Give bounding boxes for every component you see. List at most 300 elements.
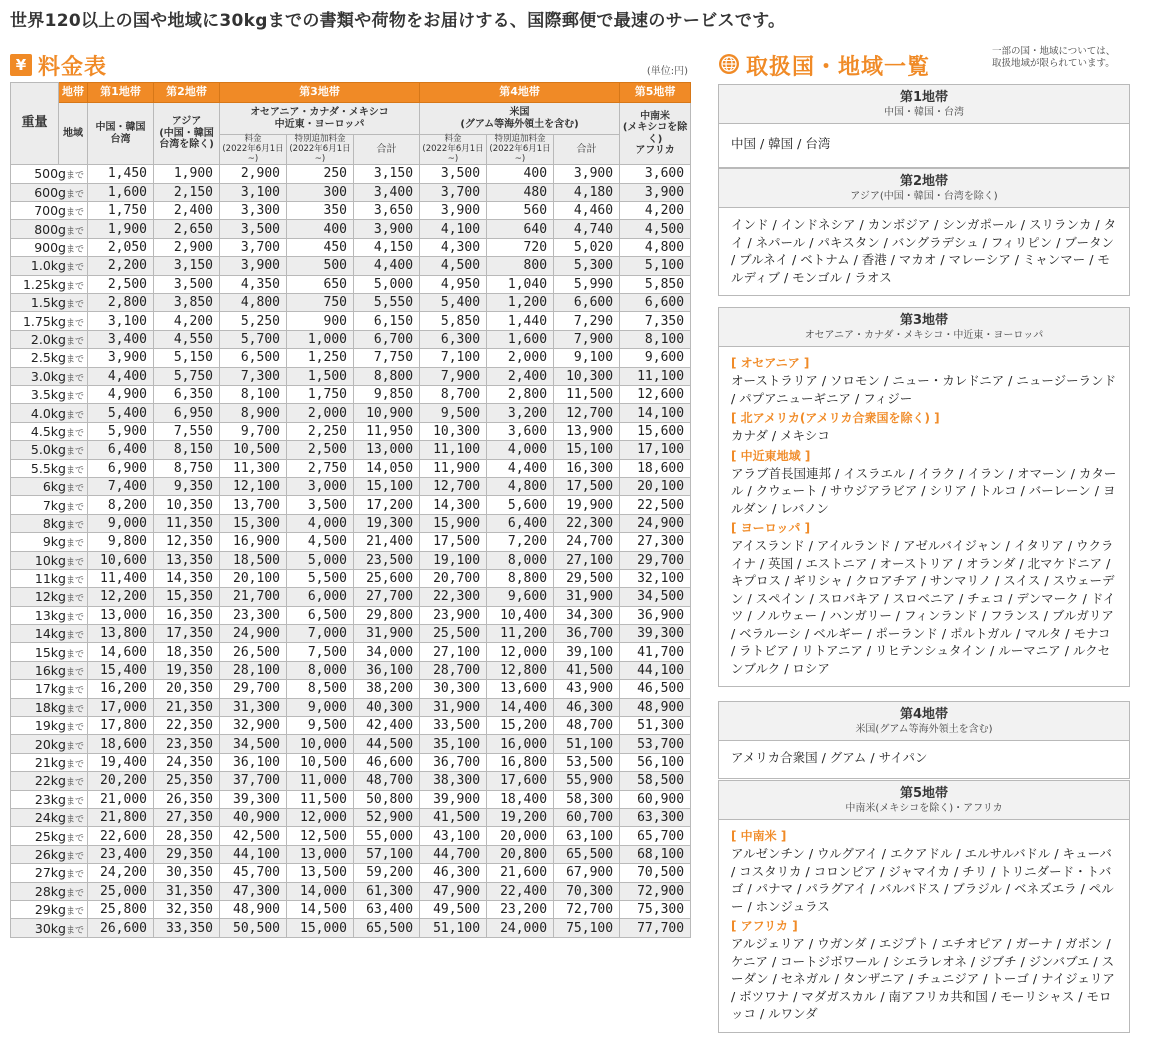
price-cell: 4,950 — [420, 275, 487, 293]
price-cell: 4,000 — [287, 514, 354, 532]
price-cell: 27,300 — [620, 533, 691, 551]
price-cell: 250 — [287, 165, 354, 183]
weight-suffix: まで — [65, 815, 84, 826]
price-cell: 27,100 — [420, 643, 487, 661]
weight-value: 12kg — [34, 589, 66, 605]
price-cell: 49,500 — [420, 900, 487, 918]
price-cell: 3,000 — [287, 477, 354, 495]
price-cell: 25,600 — [354, 569, 420, 587]
price-cell: 28,700 — [420, 661, 487, 679]
weight-value: 18kg — [34, 699, 66, 715]
price-cell: 16,200 — [88, 680, 154, 698]
price-cell: 8,700 — [420, 385, 487, 403]
price-cell: 4,000 — [487, 441, 554, 459]
price-cell: 9,600 — [620, 349, 691, 367]
price-cell: 33,350 — [154, 919, 220, 937]
price-cell: 1,440 — [487, 312, 554, 330]
price-cell: 14,000 — [287, 882, 354, 900]
weight-cell — [11, 385, 88, 403]
weight-suffix: まで — [65, 539, 84, 550]
weight-suffix: まで — [65, 778, 84, 789]
price-cell: 46,500 — [620, 680, 691, 698]
zone3-area-header: オセアニア・カナダ・メキシコ 中近東・ヨーロッパ — [220, 103, 420, 135]
price-cell: 57,100 — [354, 845, 420, 863]
weight-suffix: まで — [65, 631, 84, 642]
price-cell: 34,000 — [354, 643, 420, 661]
price-cell: 19,200 — [487, 808, 554, 826]
price-cell: 30,350 — [154, 864, 220, 882]
table-row — [11, 643, 691, 661]
price-cell: 6,950 — [154, 404, 220, 422]
price-cell: 8,150 — [154, 441, 220, 459]
price-cell: 10,000 — [287, 735, 354, 753]
weight-suffix: まで — [65, 171, 84, 182]
price-cell: 5,300 — [554, 257, 620, 275]
zone3-total-header: 合計 — [354, 135, 420, 165]
price-cell: 5,150 — [154, 349, 220, 367]
price-cell: 6,500 — [287, 606, 354, 624]
price-cell: 43,100 — [420, 827, 487, 845]
price-cell: 9,700 — [220, 422, 287, 440]
price-cell: 65,500 — [354, 919, 420, 937]
weight-cell — [11, 257, 88, 275]
price-cell: 11,500 — [554, 385, 620, 403]
price-cell: 3,500 — [287, 496, 354, 514]
price-cell: 20,700 — [420, 569, 487, 587]
price-cell: 16,300 — [554, 459, 620, 477]
table-row — [11, 312, 691, 330]
price-cell: 5,900 — [88, 422, 154, 440]
table-row — [11, 349, 691, 367]
price-cell: 9,000 — [88, 514, 154, 532]
weight-suffix: まで — [65, 318, 84, 329]
price-cell: 1,200 — [487, 294, 554, 312]
region-label-middle-east: [ 中近東地域 ] — [731, 448, 811, 463]
price-cell: 14,350 — [154, 569, 220, 587]
price-cell: 16,000 — [487, 735, 554, 753]
price-cell: 11,350 — [154, 514, 220, 532]
price-cell: 39,300 — [620, 625, 691, 643]
weight-cell — [11, 717, 88, 735]
price-cell: 3,700 — [420, 183, 487, 201]
zone-panel-body — [719, 347, 1129, 686]
table-row — [11, 753, 691, 771]
price-cell: 3,150 — [154, 257, 220, 275]
price-cell: 59,200 — [354, 864, 420, 882]
price-cell: 13,800 — [88, 625, 154, 643]
zone4-surcharge-header: 特別追加料金 (2022年6月1日~) — [487, 135, 554, 165]
weight-suffix: まで — [65, 465, 84, 476]
price-cell: 19,900 — [554, 496, 620, 514]
weight-value: 6kg — [42, 479, 66, 495]
price-cell: 67,900 — [554, 864, 620, 882]
price-cell: 5,100 — [620, 257, 691, 275]
price-cell: 58,500 — [620, 772, 691, 790]
price-cell: 2,050 — [88, 238, 154, 256]
price-cell: 32,350 — [154, 900, 220, 918]
zone3-surcharge-header: 特別追加料金 (2022年6月1日~) — [287, 135, 354, 165]
price-cell: 4,200 — [620, 202, 691, 220]
weight-cell — [11, 864, 88, 882]
price-cell: 4,400 — [487, 459, 554, 477]
weight-suffix: まで — [65, 723, 84, 734]
price-cell: 21,700 — [220, 588, 287, 606]
price-cell: 1,500 — [287, 367, 354, 385]
price-cell: 29,700 — [620, 551, 691, 569]
price-cell: 4,500 — [620, 220, 691, 238]
price-cell: 9,600 — [487, 588, 554, 606]
price-cell: 8,800 — [487, 569, 554, 587]
weight-value: 21kg — [34, 754, 66, 770]
price-cell: 46,300 — [420, 864, 487, 882]
price-cell: 450 — [287, 238, 354, 256]
price-cell: 36,700 — [420, 753, 487, 771]
weight-suffix: まで — [65, 263, 84, 274]
price-cell: 51,100 — [420, 919, 487, 937]
price-cell: 22,500 — [620, 496, 691, 514]
price-cell: 30,300 — [420, 680, 487, 698]
zone2-panel — [718, 168, 1130, 296]
price-cell: 18,350 — [154, 643, 220, 661]
table-row — [11, 882, 691, 900]
weight-cell — [11, 514, 88, 532]
table-row — [11, 459, 691, 477]
price-cell: 1,900 — [88, 220, 154, 238]
price-cell: 4,400 — [88, 367, 154, 385]
price-cell: 29,800 — [354, 606, 420, 624]
weight-cell — [11, 441, 88, 459]
weight-value: 3.0kg — [30, 368, 66, 384]
weight-suffix: まで — [65, 392, 84, 403]
price-cell: 34,500 — [620, 588, 691, 606]
price-cell: 25,000 — [88, 882, 154, 900]
price-cell: 61,300 — [354, 882, 420, 900]
price-cell: 8,000 — [287, 661, 354, 679]
price-cell: 9,350 — [154, 477, 220, 495]
weight-value: 17kg — [34, 681, 66, 697]
price-cell: 12,700 — [420, 477, 487, 495]
price-cell: 20,100 — [220, 569, 287, 587]
zone3-fee-header: 料金 (2022年6月1日~) — [220, 135, 287, 165]
weight-suffix: まで — [65, 484, 84, 495]
weight-suffix: まで — [65, 668, 84, 679]
price-cell: 3,200 — [487, 404, 554, 422]
weight-suffix: まで — [65, 520, 84, 531]
price-cell: 5,400 — [88, 404, 154, 422]
price-cell: 18,400 — [487, 790, 554, 808]
price-cell: 2,800 — [88, 294, 154, 312]
weight-cell — [11, 312, 88, 330]
region-label-europe: [ ヨーロッパ ] — [731, 521, 811, 535]
price-cell: 4,180 — [554, 183, 620, 201]
weight-cell — [11, 588, 88, 606]
price-cell: 6,400 — [487, 514, 554, 532]
price-cell: 5,600 — [487, 496, 554, 514]
price-cell: 4,800 — [620, 238, 691, 256]
weight-cell — [11, 367, 88, 385]
price-cell: 4,100 — [420, 220, 487, 238]
price-cell: 11,000 — [287, 772, 354, 790]
weight-cell — [11, 349, 88, 367]
price-cell: 7,350 — [620, 312, 691, 330]
weight-suffix: まで — [65, 373, 84, 384]
rate-section-title: 料金表 — [38, 55, 108, 80]
price-cell: 6,600 — [620, 294, 691, 312]
price-cell: 45,700 — [220, 864, 287, 882]
price-cell: 58,300 — [554, 790, 620, 808]
price-cell: 1,600 — [88, 183, 154, 201]
price-cell: 72,700 — [554, 900, 620, 918]
price-cell: 48,900 — [220, 900, 287, 918]
weight-suffix: まで — [65, 833, 84, 844]
price-cell: 55,000 — [354, 827, 420, 845]
weight-cell — [11, 496, 88, 514]
price-cell: 41,500 — [554, 661, 620, 679]
rate-table — [10, 82, 691, 938]
price-cell: 65,500 — [554, 845, 620, 863]
weight-value: 2.5kg — [30, 350, 66, 366]
zone3-header: 第3地帯 — [220, 83, 420, 103]
price-cell: 15,350 — [154, 588, 220, 606]
price-cell: 17,000 — [88, 698, 154, 716]
zone5-panel — [718, 780, 1130, 1033]
table-row — [11, 294, 691, 312]
price-cell: 14,600 — [88, 643, 154, 661]
price-cell: 3,300 — [220, 202, 287, 220]
price-cell: 6,900 — [88, 459, 154, 477]
price-cell: 10,300 — [420, 422, 487, 440]
price-cell: 13,900 — [554, 422, 620, 440]
region-label-oceania: [ オセアニア ] — [731, 356, 810, 370]
table-row — [11, 496, 691, 514]
zone5-area-header: 中南米 (メキシコを除く) アフリカ — [620, 103, 691, 165]
weight-value: 1.5kg — [30, 295, 66, 311]
weight-cell — [11, 533, 88, 551]
price-cell: 6,300 — [420, 330, 487, 348]
price-cell: 50,500 — [220, 919, 287, 937]
price-cell: 3,400 — [88, 330, 154, 348]
table-row — [11, 735, 691, 753]
table-row — [11, 257, 691, 275]
weight-suffix: まで — [65, 925, 84, 936]
weight-value: 1.0kg — [30, 258, 66, 274]
country-list: アルジェリア / ウガンダ / エジプト / エチオピア / ガーナ / ガボン / ケニア / コートジボワール / シエラレオネ / ジブチ / ジンバブエ / スーダン / セネガル / タンザニア / チュニジア / トーゴ / ナイジェリア / ボツワナ / マダガスカル / 南アフリカ共和国 / モーリシャス / モロッコ / ルワンダ — [731, 936, 1115, 1021]
price-cell: 5,400 — [420, 294, 487, 312]
price-cell: 50,800 — [354, 790, 420, 808]
price-cell: 31,350 — [154, 882, 220, 900]
weight-cell — [11, 330, 88, 348]
table-row — [11, 183, 691, 201]
price-cell: 19,300 — [354, 514, 420, 532]
table-row — [11, 404, 691, 422]
price-cell: 1,450 — [88, 165, 154, 183]
weight-value: 800g — [34, 221, 66, 237]
price-cell: 27,700 — [354, 588, 420, 606]
weight-value: 500g — [34, 166, 66, 182]
price-cell: 16,800 — [487, 753, 554, 771]
price-cell: 5,250 — [220, 312, 287, 330]
price-cell: 4,550 — [154, 330, 220, 348]
price-cell: 3,400 — [354, 183, 420, 201]
price-cell: 12,000 — [487, 643, 554, 661]
table-row — [11, 864, 691, 882]
price-cell: 10,900 — [354, 404, 420, 422]
table-row — [11, 808, 691, 826]
price-cell: 16,900 — [220, 533, 287, 551]
price-cell: 18,500 — [220, 551, 287, 569]
weight-cell — [11, 202, 88, 220]
price-cell: 2,000 — [487, 349, 554, 367]
price-cell: 3,900 — [420, 202, 487, 220]
price-cell: 41,500 — [420, 808, 487, 826]
price-cell: 14,400 — [487, 698, 554, 716]
price-cell: 44,100 — [220, 845, 287, 863]
weight-value: 14kg — [34, 626, 66, 642]
zone-panel-name: 第1地帯 — [899, 90, 949, 105]
price-cell: 47,300 — [220, 882, 287, 900]
price-cell: 19,400 — [88, 753, 154, 771]
price-cell: 25,500 — [420, 625, 487, 643]
price-cell: 1,600 — [487, 330, 554, 348]
price-cell: 34,300 — [554, 606, 620, 624]
zone4-area-header: 米国 (グアム等海外領土を含む) — [420, 103, 620, 135]
weight-suffix: まで — [65, 502, 84, 513]
price-cell: 53,700 — [620, 735, 691, 753]
price-cell: 22,400 — [487, 882, 554, 900]
table-row — [11, 422, 691, 440]
price-cell: 2,800 — [487, 385, 554, 403]
country-list: アメリカ合衆国 / グアム / サイパン — [731, 750, 928, 765]
price-cell: 17,100 — [620, 441, 691, 459]
weight-suffix: まで — [65, 428, 84, 439]
region-label-north-america: [ 北アメリカ(アメリカ合衆国を除く) ] — [731, 411, 940, 425]
zone2-header: 第2地帯 — [154, 83, 220, 103]
weight-value: 30kg — [34, 920, 66, 936]
price-cell: 12,350 — [154, 533, 220, 551]
price-cell: 13,000 — [287, 845, 354, 863]
weight-value: 28kg — [34, 883, 66, 899]
price-cell: 17,350 — [154, 625, 220, 643]
price-cell: 7,300 — [220, 367, 287, 385]
area-note: 一部の国・地域については、 取扱地域が限られています。 — [992, 46, 1116, 70]
weight-cell — [11, 275, 88, 293]
price-cell: 24,900 — [220, 625, 287, 643]
price-cell: 3,700 — [220, 238, 287, 256]
price-cell: 9,800 — [88, 533, 154, 551]
zone-panel-subtitle: 中南米(メキシコを除く)・アフリカ — [845, 803, 1003, 814]
price-cell: 400 — [287, 220, 354, 238]
price-cell: 23,500 — [354, 551, 420, 569]
price-cell: 36,100 — [354, 661, 420, 679]
weight-suffix: まで — [65, 281, 84, 292]
price-cell: 1,750 — [287, 385, 354, 403]
price-cell: 9,500 — [287, 717, 354, 735]
table-row — [11, 625, 691, 643]
price-cell: 13,000 — [88, 606, 154, 624]
weight-cell — [11, 772, 88, 790]
price-cell: 350 — [287, 202, 354, 220]
zone-corner-header: 地帯 — [59, 83, 88, 103]
weight-cell — [11, 661, 88, 679]
weight-value: 11kg — [34, 571, 66, 587]
price-cell: 4,500 — [287, 533, 354, 551]
weight-value: 26kg — [34, 846, 66, 862]
price-cell: 8,750 — [154, 459, 220, 477]
price-cell: 2,900 — [154, 238, 220, 256]
price-cell: 68,100 — [620, 845, 691, 863]
weight-suffix: まで — [65, 410, 84, 421]
price-cell: 10,400 — [487, 606, 554, 624]
weight-value: 4.5kg — [30, 423, 66, 439]
price-cell: 77,700 — [620, 919, 691, 937]
weight-suffix: まで — [65, 796, 84, 807]
table-row — [11, 330, 691, 348]
country-list: アイスランド / アイルランド / アゼルバイジャン / イタリア / ウクライナ / 英国 / エストニア / オーストリア / オランダ / 北マケドニア / キプロス / ギリシャ / クロアチア / サンマリノ / スイス / スウェーデン / スペイン / スロバキア / スロベニア / チェコ / デンマーク / ドイツ / ノルウェー / ハンガリー / フィンランド / フランス / ブルガリア / ベラルーシ / ベルギー / ポーランド / ポルトガル / マルタ / モナコ / ラトビア / リトアニア / リヒテンシュタイン / ルーマニア / ルクセンブルク / ロシア — [731, 538, 1116, 676]
weight-cell — [11, 882, 88, 900]
price-cell: 21,400 — [354, 533, 420, 551]
price-cell: 44,100 — [620, 661, 691, 679]
table-row — [11, 680, 691, 698]
price-cell: 21,350 — [154, 698, 220, 716]
weight-value: 24kg — [34, 810, 66, 826]
weight-value: 8kg — [42, 515, 66, 531]
zone-panel-body — [719, 820, 1129, 1032]
price-cell: 7,000 — [287, 625, 354, 643]
price-cell: 27,100 — [554, 551, 620, 569]
price-cell: 42,500 — [220, 827, 287, 845]
region-label-latin-america: [ 中南米 ] — [731, 829, 787, 843]
price-cell: 10,350 — [154, 496, 220, 514]
price-cell: 19,100 — [420, 551, 487, 569]
table-row — [11, 900, 691, 918]
table-row — [11, 385, 691, 403]
weight-suffix: まで — [65, 594, 84, 605]
weight-cell — [11, 790, 88, 808]
price-cell: 15,200 — [487, 717, 554, 735]
price-cell: 31,900 — [420, 698, 487, 716]
weight-suffix: まで — [65, 907, 84, 918]
price-cell: 15,300 — [220, 514, 287, 532]
price-cell: 70,500 — [620, 864, 691, 882]
price-cell: 18,600 — [88, 735, 154, 753]
table-row — [11, 441, 691, 459]
table-row — [11, 367, 691, 385]
price-cell: 22,300 — [420, 588, 487, 606]
table-row — [11, 845, 691, 863]
price-cell: 7,900 — [554, 330, 620, 348]
price-cell: 46,600 — [354, 753, 420, 771]
price-cell: 4,740 — [554, 220, 620, 238]
price-cell: 3,900 — [554, 165, 620, 183]
price-cell: 20,200 — [88, 772, 154, 790]
price-cell: 8,100 — [220, 385, 287, 403]
price-cell: 900 — [287, 312, 354, 330]
price-cell: 75,100 — [554, 919, 620, 937]
country-list: アラブ首長国連邦 / イスラエル / イラク / イラン / オマーン / カタール / クウェート / サウジアラビア / シリア / トルコ / バーレーン / ヨルダン / レバノン — [731, 465, 1117, 516]
price-cell: 8,000 — [487, 551, 554, 569]
price-cell: 41,700 — [620, 643, 691, 661]
weight-value: 1.75kg — [22, 313, 66, 329]
table-row — [11, 533, 691, 551]
zone4-panel — [718, 701, 1130, 779]
price-cell: 13,500 — [287, 864, 354, 882]
price-cell: 5,750 — [154, 367, 220, 385]
price-cell: 11,500 — [287, 790, 354, 808]
price-cell: 6,350 — [154, 385, 220, 403]
price-cell: 800 — [487, 257, 554, 275]
zone4-fee-header: 料金 (2022年6月1日~) — [420, 135, 487, 165]
zone4-total-header: 合計 — [554, 135, 620, 165]
